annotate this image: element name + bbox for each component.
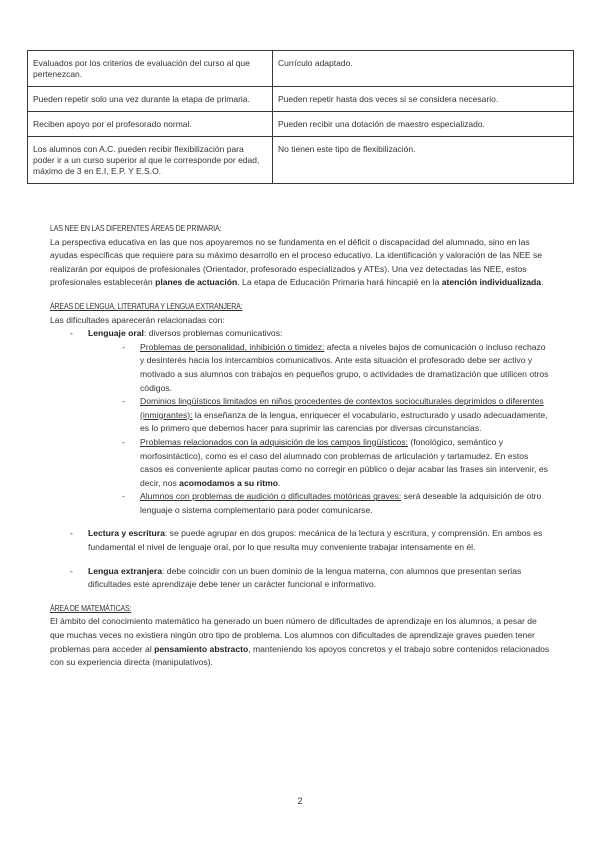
dash-bullet: - [70, 565, 73, 576]
list-item-extranjera [50, 565, 550, 592]
underlined-text: Alumnos con problemas de audición o dificultades motóricas graves: [140, 491, 402, 502]
text-run: afecta a niveles bajos de comunicación o incluso rechazo y desinterés hacia los intercambios comunicativos. Ante esta situación el profesorado debe ser activo y motivado a sus alumnos con trabajos en pequeños grupo, o actividades de dramatización que utilicen otros códigos. [140, 341, 549, 393]
text-run: El ámbito del conocimiento matemático ha generado un buen número de dificultades de aprendizaje en los alumnos, a pesar de que muchas veces no existiera ningún otro tipo de problema. Los alumnos con dificultades de aprendizaje graves pueden tener problemas para acceder al [50, 616, 537, 654]
text-run: . La etapa de Educación Primaria hará hincapié en la [237, 277, 442, 288]
list-item-lectura [50, 527, 550, 554]
bold-text: atención individualizada [441, 277, 542, 288]
table-cell: Reciben apoyo por el profesorado normal. [28, 112, 273, 137]
text-run: : debe coincidir con un buen dominio de la lengua materna, con alumnos que presentan serias dificultades este aprendizaje debe tener un carácter funcional e informativo. [88, 565, 522, 590]
list-item [50, 341, 550, 395]
underlined-text: Problemas relacionados con la adquisición de los campos lingüísticos: [140, 436, 408, 447]
text-run: será deseable la adquisición de otro lenguaje o sistema complementario para poder comunicarse. [140, 491, 542, 515]
text-run: . [278, 477, 281, 488]
comparison-table [27, 50, 574, 184]
paragraph-nee [50, 236, 550, 290]
underlined-text: Problemas de personalidad, inhibición o timidez: [140, 341, 325, 352]
dash-bullet: - [70, 528, 73, 539]
text-run: la enseñanza de la lengua, enriquecer el vocabulario, estructurado y usado adecuadamente, es lo primero que debemos hacer para suprimir las carencias por diversas circunstancias. [140, 409, 548, 434]
table-cell: Pueden recibir una dotación de maestro especializado. [273, 112, 574, 137]
underlined-text: Dominios lingüísticos limitados en niños procedentes de contextos socioculturales deprimidos o diferentes (inmigrantes): [140, 396, 544, 420]
list-item [50, 490, 550, 517]
text-run: La perspectiva educativa en las que nos apoyaremos no se fundamenta en el déficit o discapacidad del alumnado, sino en las ayudas específicas que requiere para su máximo desarrollo en el proceso educativo. La identificación y valoración de las NEE se realizarán por equipos de profesionales (Orientador, profesorado especializados y ATEs). Una vez detectadas las NEE, estos profesionales establecerán [50, 236, 543, 288]
bold-text: pensamiento abstracto [154, 643, 249, 654]
table-row [28, 112, 574, 137]
table-cell: Los alumnos con A.C. pueden recibir flexibilización para poder ir a un curso superior al que le corresponde por edad, máximo de 3 en E.I, E.P. Y E.S.O. [28, 137, 273, 184]
table-row [28, 51, 574, 87]
list-item-lenguaje-oral [50, 327, 550, 341]
paragraph-mates [50, 615, 550, 669]
dash-bullet: - [122, 341, 125, 352]
dash-bullet: - [122, 396, 125, 407]
section-title-nee: LAS NEE EN LAS DIFERENTES ÁREAS DE PRIMARIA: [50, 224, 222, 233]
bold-text: acomodamos a su ritmo [179, 477, 279, 488]
table-cell: Pueden repetir solo una vez durante la etapa de primaria. [28, 87, 273, 112]
list-item [50, 436, 550, 490]
table-row [28, 87, 574, 112]
dash-bullet: - [122, 491, 125, 502]
bold-text: Lenguaje oral [88, 328, 144, 339]
section-title-lengua: ÁREAS DE LENGUA, LITERATURA Y LENGUA EXTRANJERA: [50, 301, 243, 311]
section-title-mates: ÁREA DE MATEMÁTICAS: [50, 603, 132, 613]
table-cell: No tienen este tipo de flexibilización. [273, 137, 574, 184]
bold-text: Lengua extranjera [88, 565, 163, 576]
table-row [28, 137, 574, 184]
list-item [50, 395, 550, 436]
text-run: , manteniendo los apoyos concretos y el trabajo sobre contenidos relacionados con su experiencia directa (manipulativos). [50, 643, 550, 668]
bold-text: planes de actuación [155, 277, 238, 288]
paragraph-lengua-intro: Las dificultades aparecerán relacionadas con: [50, 314, 225, 325]
dash-bullet: - [122, 436, 125, 447]
text-run: . [541, 277, 544, 288]
document-body [50, 222, 550, 670]
text-run: : diversos problemas comunicativos: [143, 328, 283, 339]
page-number: 2 [297, 796, 303, 806]
text-run: (fonológico, semántico y morfosintáctico), como es el caso del alumnado con problemas de articulación y tartamudez. En estos casos es conveniente aplicar pautas como no corregir en público o dejar acabar las frases sin intervenir, es decir, nos [140, 436, 548, 488]
table-cell: Currículo adaptado. [273, 51, 574, 87]
table-cell: Evaluados por los criterios de evaluación del curso al que pertenezcan. [28, 51, 273, 87]
bold-text: Lectura y escritura [88, 528, 165, 539]
text-run: : se puede agrupar en dos grupos: mecánica de la lectura y escritura, y comprensión. En ambos es fundamental el nivel de lenguaje oral, por lo que resulta muy conveniente trabajar intensamente en él. [88, 528, 543, 553]
dash-bullet: - [70, 328, 73, 339]
table-cell: Pueden repetir hasta dos veces si se considera necesario. [273, 87, 574, 112]
